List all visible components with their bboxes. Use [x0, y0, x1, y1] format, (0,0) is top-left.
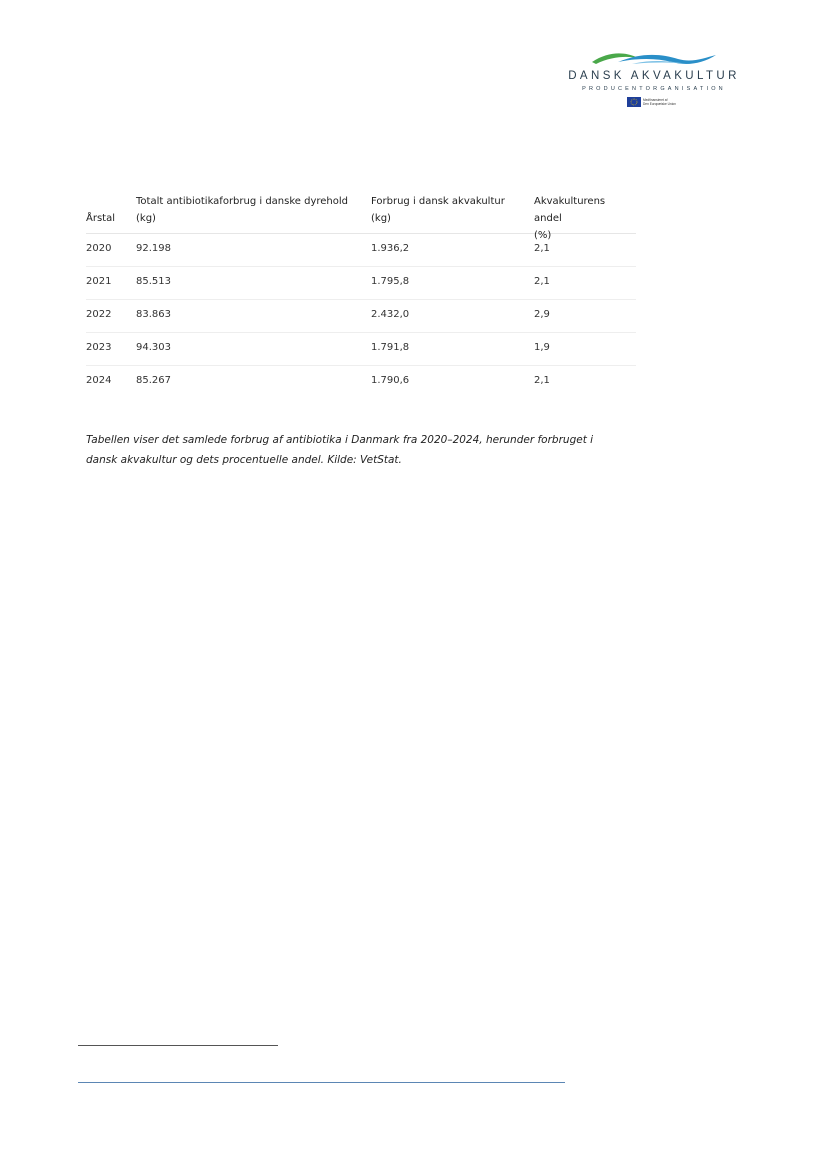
header-aqua-line-2: (kg): [371, 213, 391, 224]
header-share-line-1: Akvakulturens andel: [534, 196, 606, 224]
table-row: [86, 267, 636, 300]
cell-share: 2,1: [534, 375, 550, 386]
logo-title: DANSK AKVAKULTUR: [568, 70, 740, 82]
table-row: [86, 300, 636, 333]
header-total-line-2: (kg): [136, 213, 156, 224]
cell-aquaculture: 2.432,0: [371, 309, 410, 320]
logo-wave-icon: [592, 50, 716, 68]
cell-year: 2023: [86, 342, 112, 353]
cell-aquaculture: 1.795,8: [371, 276, 410, 287]
footer-link-underline: [78, 1082, 565, 1083]
cell-aquaculture: 1.936,2: [371, 243, 410, 254]
cell-aquaculture: 1.790,6: [371, 375, 410, 386]
cell-share: 2,1: [534, 243, 550, 254]
table-caption: Tabellen viser det samlede forbrug af antibiotika i Danmark fra 2020–2024, herunder forbruget i dansk akvakultur og dets procentuelle andel. Kilde: VetStat.: [86, 434, 594, 466]
header-aquaculture-usage: [371, 193, 505, 227]
cell-total: 92.198: [136, 243, 171, 254]
header-total-line-1: Totalt antibiotikaforbrug i danske dyrehold: [136, 196, 349, 207]
eu-cofunding-text: [643, 98, 676, 106]
table-row: [86, 333, 636, 366]
cell-year: 2021: [86, 276, 112, 287]
eu-cofunding-badge: [627, 97, 687, 107]
cell-total: 94.303: [136, 342, 171, 353]
header-year: Årstal: [86, 213, 115, 224]
eu-text-line-2: Den Europæiske Union: [643, 102, 676, 106]
cell-share: 2,9: [534, 309, 550, 320]
cell-year: 2020: [86, 243, 112, 254]
header-total-usage: [136, 193, 348, 227]
cell-total: 83.863: [136, 309, 171, 320]
header-share-line-2: (%): [534, 230, 552, 241]
eu-flag-icon: [627, 97, 641, 107]
table-header: [86, 193, 636, 241]
antibiotic-usage-table: [86, 193, 636, 398]
eu-text-line-1: Medfinansieret af: [643, 98, 668, 102]
table-row: [86, 366, 636, 398]
company-logo: [556, 50, 752, 110]
cell-total: 85.267: [136, 375, 171, 386]
cell-year: 2024: [86, 375, 112, 386]
cell-year: 2022: [86, 309, 112, 320]
cell-total: 85.513: [136, 276, 171, 287]
cell-share: 2,1: [534, 276, 550, 287]
header-aqua-line-1: Forbrug i dansk akvakultur: [371, 196, 505, 207]
logo-subtitle: PRODUCENTORGANISATION: [582, 86, 726, 92]
cell-share: 1,9: [534, 342, 550, 353]
footnote-separator: [78, 1045, 278, 1046]
cell-aquaculture: 1.791,8: [371, 342, 410, 353]
table-row: [86, 234, 636, 267]
